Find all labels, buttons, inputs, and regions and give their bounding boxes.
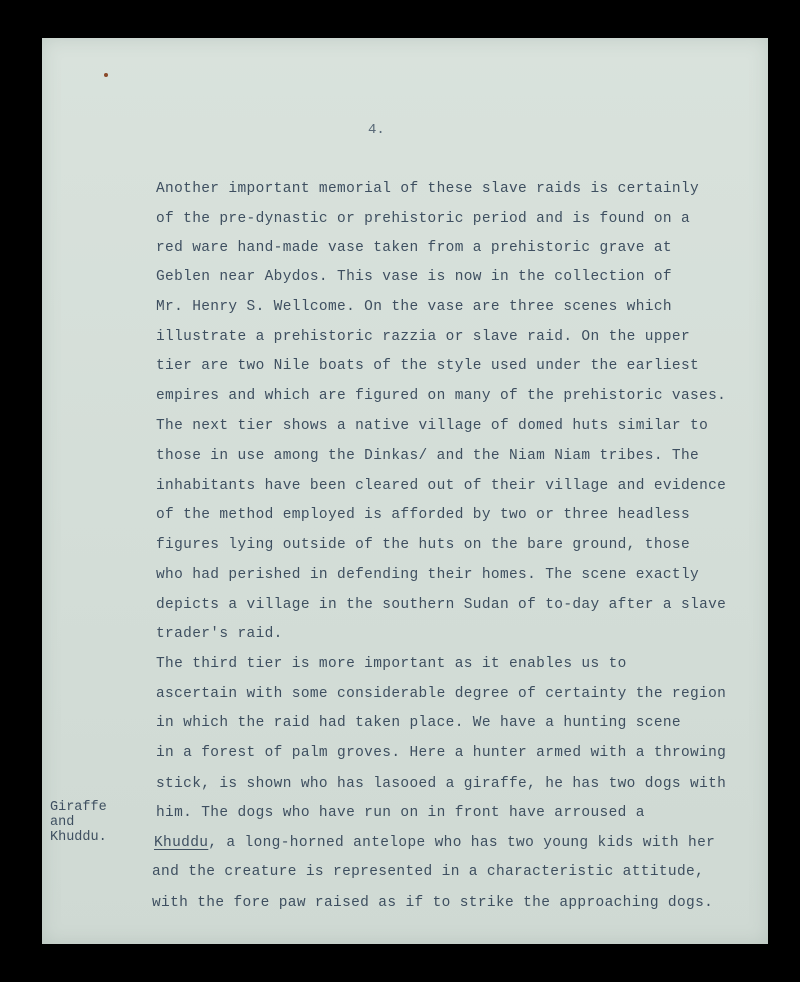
typed-page [42, 38, 768, 944]
text-line: The third tier is more important as it enables us to [156, 656, 627, 672]
text-line: of the pre-dynastic or prehistoric period and is found on a [156, 211, 691, 227]
text-line: illustrate a prehistoric razzia or slave raid. On the upper [156, 329, 691, 345]
text-line: empires and which are figured on many of the prehistoric vases. [156, 388, 727, 404]
margin-note-line: and [50, 815, 75, 830]
margin-note [50, 800, 107, 845]
text-line: red ware hand-made vase taken from a prehistoric grave at [156, 240, 672, 256]
text-line: depicts a village in the southern Sudan of to-day after a slave [156, 597, 727, 613]
text-line: in a forest of palm groves. Here a hunter armed with a throwing [156, 745, 727, 761]
text-line: him. The dogs who have run on in front have arroused a [156, 805, 645, 821]
text-line: Another important memorial of these slave raids is certainly [156, 181, 700, 197]
text-line: those in use among the Dinkas/ and the Niam Niam tribes. The [156, 448, 700, 464]
text-line: of the method employed is afforded by two or three headless [156, 507, 691, 523]
text-line: figures lying outside of the huts on the bare ground, those [156, 537, 691, 553]
text-line: The next tier shows a native village of domed huts similar to [156, 418, 709, 434]
margin-note-line: Giraffe [50, 800, 107, 815]
text-line: in which the raid had taken place. We have a hunting scene [156, 715, 681, 731]
text-line: and the creature is represented in a characteristic attitude, [152, 864, 705, 880]
text-line: with the fore paw raised as if to strike the approaching dogs. [152, 895, 714, 911]
text-line: ascertain with some considerable degree of certainty the region [156, 686, 727, 702]
text-line: Khuddu, a long-horned antelope who has two young kids with her [154, 835, 716, 851]
margin-note-line: Khuddu. [50, 830, 107, 845]
ink-spot [104, 73, 108, 77]
page-number: 4. [368, 122, 385, 138]
text-line: stick, is shown who has lasooed a giraffe, he has two dogs with [156, 776, 727, 792]
text-line: trader's raid. [156, 626, 283, 642]
text-line: Mr. Henry S. Wellcome. On the vase are three scenes which [156, 299, 672, 315]
text-line: who had perished in defending their homes. The scene exactly [156, 567, 700, 583]
text-line: inhabitants have been cleared out of their village and evidence [156, 478, 727, 494]
text-line: Geblen near Abydos. This vase is now in the collection of [156, 269, 672, 285]
text-line: tier are two Nile boats of the style used under the earliest [156, 358, 700, 374]
underlined-word: Khuddu [154, 835, 209, 851]
